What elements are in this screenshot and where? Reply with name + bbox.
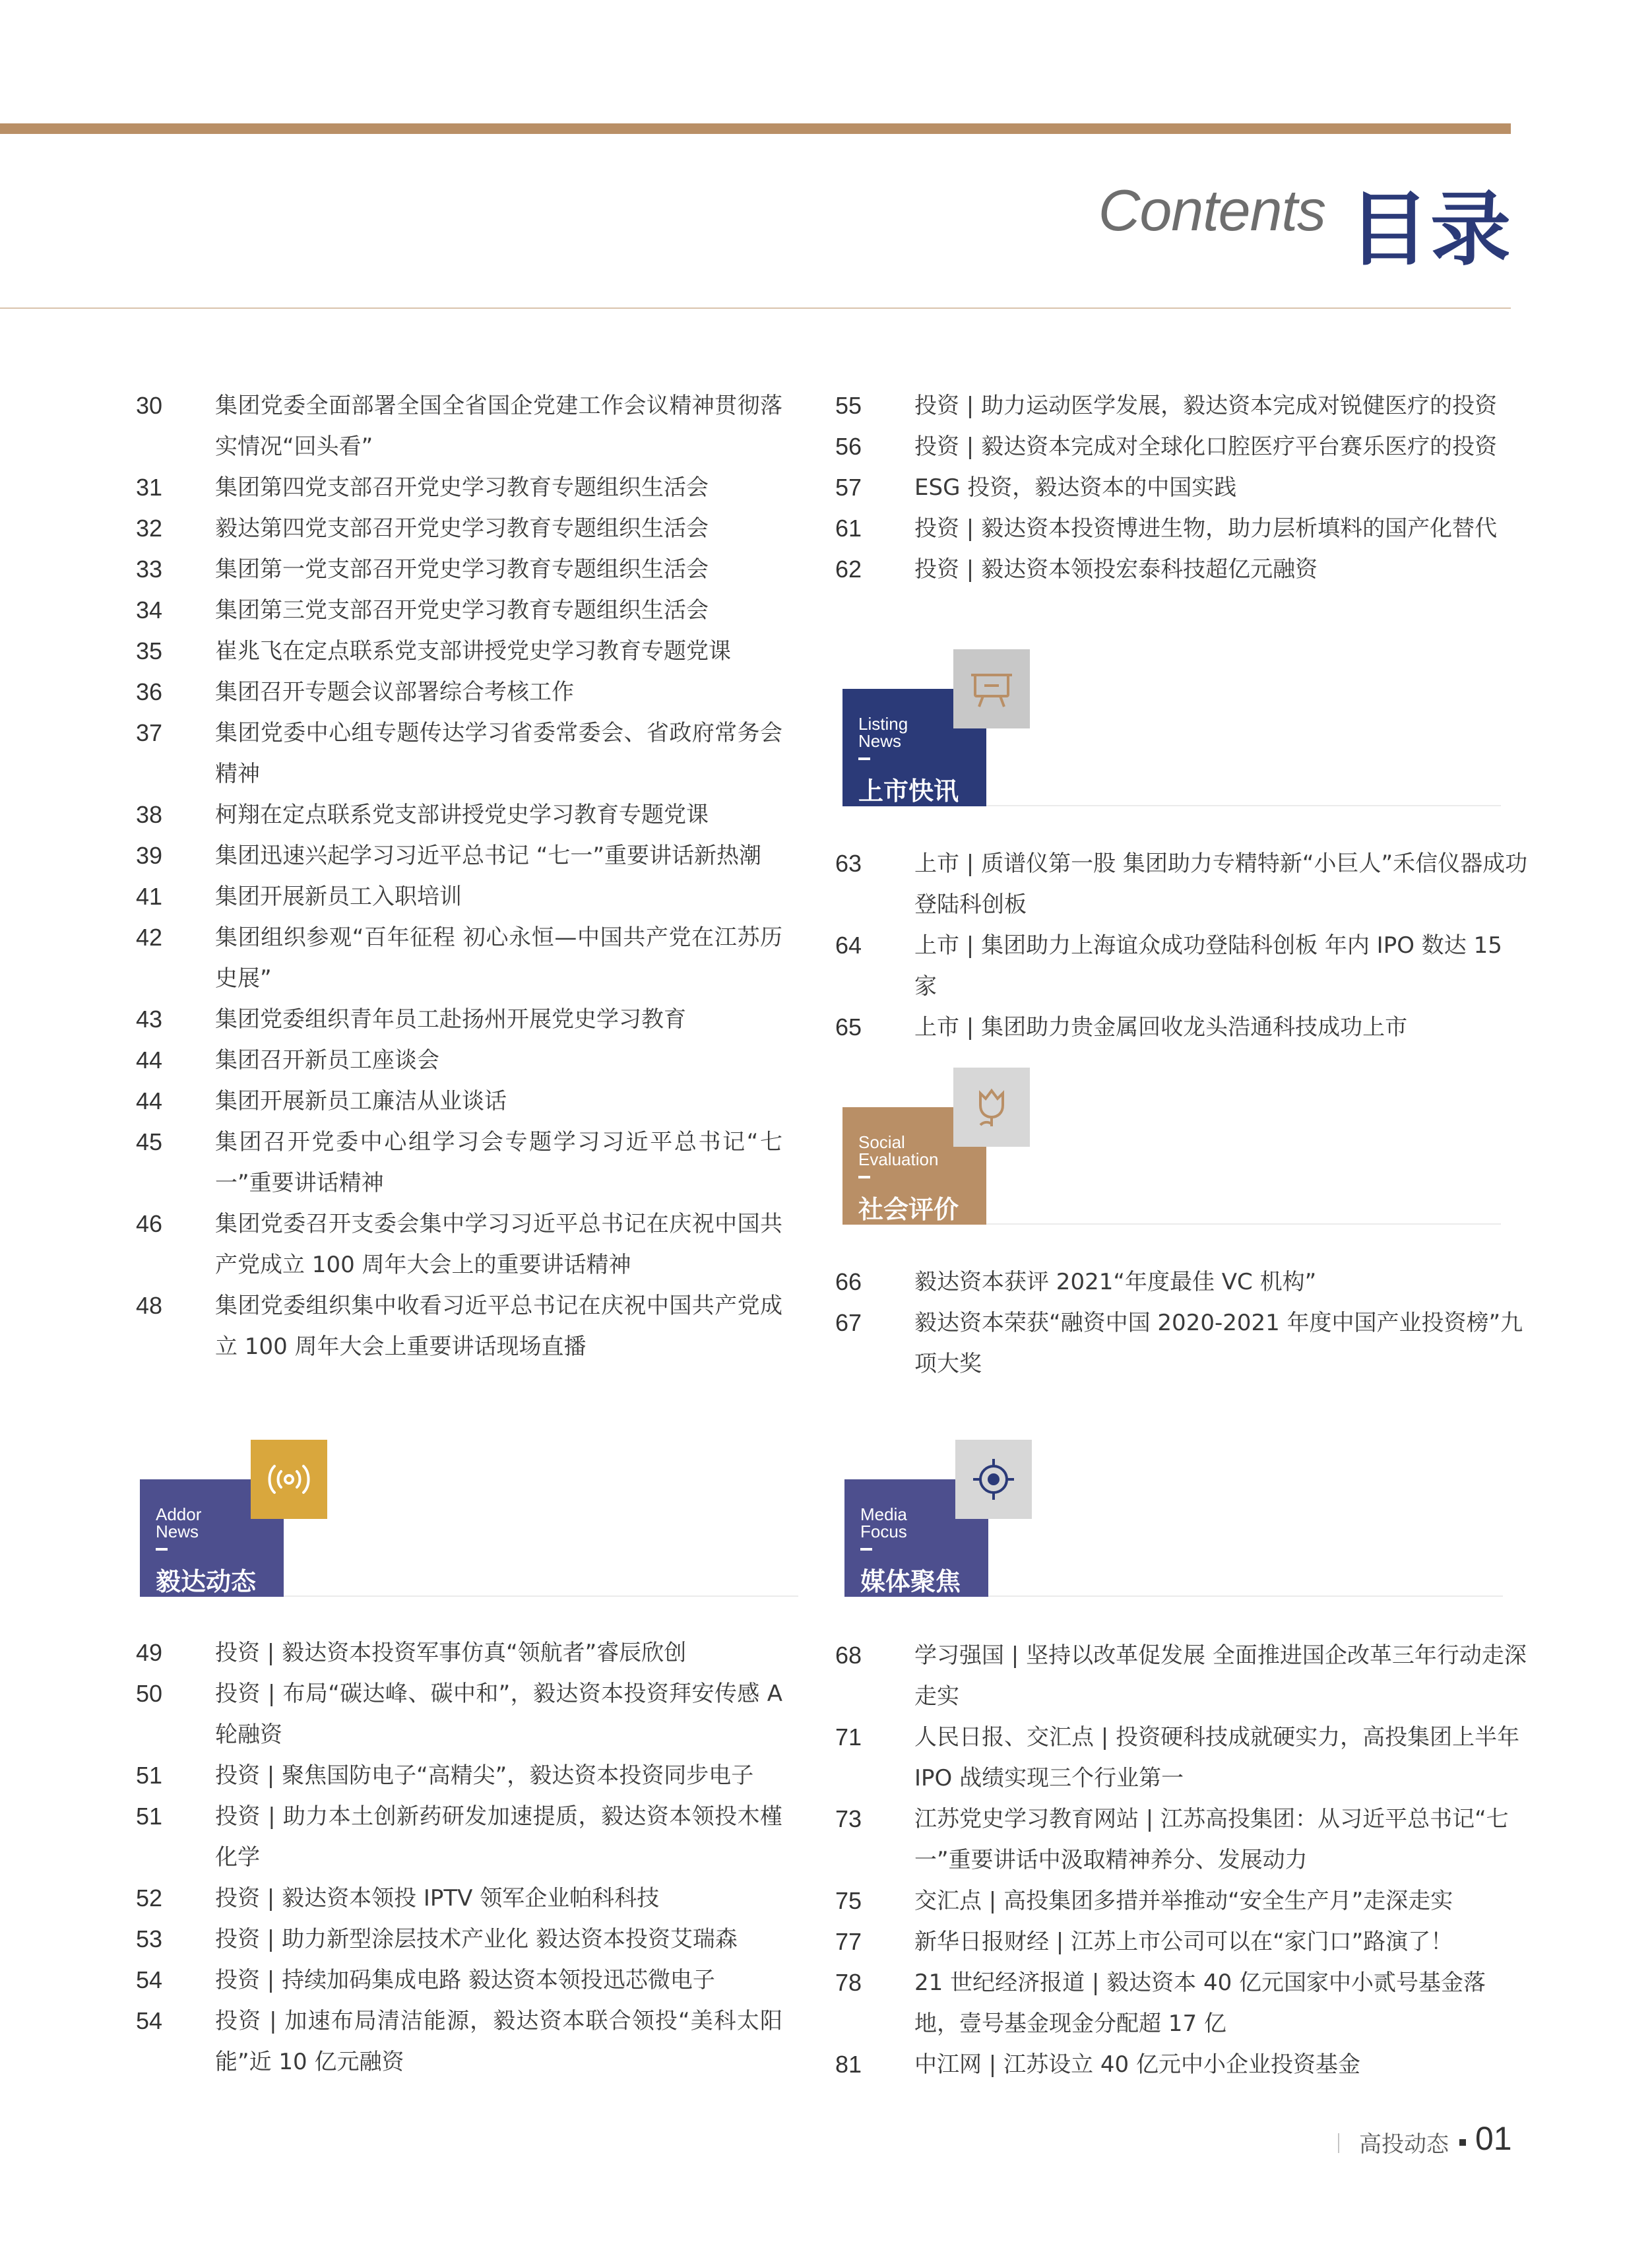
toc-entry[interactable] [136, 1081, 782, 1122]
toc-entry[interactable] [835, 1635, 1528, 1717]
toc-title: 投资 | 毅达资本投资博进生物，助力层析填料的国产化替代 [914, 515, 1498, 542]
toc-entry[interactable] [835, 549, 1528, 590]
toc-page-number: 39 [136, 842, 163, 869]
toc-entry[interactable] [835, 385, 1528, 426]
toc-entry[interactable] [136, 1673, 782, 1755]
toc-title: 集团党委组织青年员工赴扬州开展党史学习教育 [215, 1006, 686, 1033]
toc-title: 集团迅速兴起学习习近平总书记 “七一”重要讲话新热潮 [215, 843, 762, 869]
toc-page-number: 30 [136, 392, 163, 419]
toc-entry[interactable] [136, 385, 782, 467]
toc-page-number: 37 [136, 719, 163, 746]
toc-entry[interactable] [136, 549, 782, 590]
toc-title: 集团开展新员工入职培训 [215, 884, 462, 910]
toc-page-number: 81 [835, 2051, 862, 2078]
toc-page-number: 73 [835, 1805, 862, 1832]
toc-page-number: 57 [835, 474, 862, 501]
toc-page-number: 46 [136, 1210, 163, 1237]
toc-page-number: 44 [136, 1087, 163, 1114]
header-divider [0, 307, 1511, 309]
toc-page-number: 36 [136, 678, 163, 705]
section-label-cn: 媒体聚焦 [860, 1567, 961, 1596]
toc-entry[interactable] [136, 999, 782, 1040]
toc-entry[interactable] [835, 1962, 1528, 2044]
top-rule [0, 123, 1511, 134]
toc-entry[interactable] [136, 1960, 782, 2001]
toc-title: 投资 | 毅达资本完成对全球化口腔医疗平台赛乐医疗的投资 [914, 434, 1498, 460]
footer-separator [1338, 2133, 1339, 2153]
toc-page-number: 63 [835, 850, 862, 877]
section-underline [284, 1595, 798, 1597]
toc-entry[interactable] [835, 1921, 1528, 1962]
toc-title: 集团党委组织集中收看习近平总书记在庆祝中国共产党成立 100 周年大会上重要讲话现场直播 [215, 1293, 782, 1360]
section-label-dash [858, 757, 870, 760]
toc-entry[interactable] [136, 1204, 782, 1285]
toc-title: 集团党委召开支委会集中学习习近平总书记在庆祝中国共产党成立 100 周年大会上的重要讲话精神 [215, 1211, 782, 1278]
toc-page-number: 55 [835, 392, 862, 419]
toc-page-number: 51 [136, 1803, 163, 1830]
toc-entry[interactable] [136, 1285, 782, 1367]
toc-page-number: 71 [835, 1723, 862, 1751]
toc-page-number: 66 [835, 1268, 862, 1295]
toc-title: 集团召开新员工座谈会 [215, 1047, 439, 1074]
toc-entry[interactable] [835, 1799, 1528, 1881]
toc-page-number: 54 [136, 2007, 163, 2034]
toc-entry[interactable] [136, 1755, 782, 1796]
section-label-en: Social Evaluation [858, 1132, 939, 1169]
toc-entry[interactable] [136, 794, 782, 835]
section-label-dash [156, 1548, 168, 1551]
footer-dot [1459, 2139, 1466, 2146]
toc-entry[interactable] [136, 672, 782, 713]
page-number: 01 [1475, 2120, 1512, 2157]
toc-entry[interactable] [835, 1881, 1528, 1921]
toc-page-number: 50 [136, 1680, 163, 1707]
toc-title: 投资 | 毅达资本领投宏泰科技超亿元融资 [914, 556, 1318, 583]
toc-entry[interactable] [136, 2001, 782, 2082]
toc-title: 投资 | 助力新型涂层技术产业化 毅达资本投资艾瑞森 [215, 1926, 738, 1952]
toc-list-party-building [136, 385, 782, 1367]
toc-title: 新华日报财经 | 江苏上市公司可以在“家门口”路演了！ [914, 1929, 1453, 1955]
toc-entry[interactable] [835, 426, 1528, 467]
toc-title: 集团党委中心组专题传达学习省委常委会、省政府常务会精神 [215, 720, 782, 787]
toc-entry[interactable] [136, 590, 782, 631]
section-label-en: Media Focus [860, 1504, 907, 1541]
toc-page-number: 49 [136, 1639, 163, 1666]
section-label-cn: 毅达动态 [156, 1567, 257, 1596]
toc-entry[interactable] [835, 1007, 1528, 1048]
toc-title: 毅达资本获评 2021“年度最佳 VC 机构” [914, 1269, 1317, 1295]
toc-page-number: 33 [136, 556, 163, 583]
section-underline [986, 805, 1501, 806]
toc-page-number: 62 [835, 556, 862, 583]
toc-title: 投资 | 布局“碳达峰、碳中和”，毅达资本投资拜安传感 A 轮融资 [215, 1681, 782, 1748]
toc-title: 投资 | 聚焦国防电子“高精尖”，毅达资本投资同步电子 [215, 1762, 754, 1789]
toc-title: 学习强国 | 坚持以改革促发展 全面推进国企改革三年行动走深走实 [914, 1642, 1527, 1710]
toc-page-number: 52 [136, 1884, 163, 1912]
toc-entry[interactable] [136, 1878, 782, 1919]
toc-page-number: 56 [835, 433, 862, 460]
toc-page-number: 68 [835, 1642, 862, 1669]
toc-entry[interactable] [835, 1262, 1528, 1303]
toc-list-addor-news [136, 1632, 782, 2082]
toc-title: 毅达资本荣获“融资中国 2020-2021 年度中国产业投资榜”九项大奖 [914, 1310, 1523, 1377]
toc-title: 21 世纪经济报道 | 毅达资本 40 亿元国家中小贰号基金落地，壹号基金现金分配超 17 亿 [914, 1970, 1486, 2037]
toc-entry[interactable] [835, 925, 1528, 1007]
toc-title: 崔兆飞在定点联系党支部讲授党史学习教育专题党课 [215, 638, 731, 664]
toc-entry[interactable] [136, 713, 782, 794]
contents-heading-en: Contents [1098, 177, 1325, 243]
toc-title: 集团召开党委中心组学习会专题学习习近平总书记“七一”重要讲话精神 [215, 1129, 782, 1196]
toc-page-number: 38 [136, 801, 163, 828]
toc-page-number: 75 [835, 1887, 862, 1914]
toc-page-number: 35 [136, 637, 163, 664]
section-label-dash [858, 1176, 870, 1178]
section-label-cn: 社会评价 [858, 1195, 959, 1224]
toc-list-media-focus [835, 1635, 1528, 2085]
section-underline [986, 1223, 1501, 1225]
toc-title: 柯翔在定点联系党支部讲授党史学习教育专题党课 [215, 802, 709, 828]
toc-entry[interactable] [136, 631, 782, 672]
toc-page-number: 34 [136, 596, 163, 624]
toc-page-number: 42 [136, 924, 163, 951]
toc-title: 集团第一党支部召开党史学习教育专题组织生活会 [215, 556, 709, 583]
toc-entry[interactable] [136, 1919, 782, 1960]
toc-title: 中江网 | 江苏设立 40 亿元中小企业投资基金 [914, 2051, 1360, 2078]
toc-page-number: 41 [136, 883, 163, 910]
toc-title: 上市 | 集团助力贵金属回收龙头浩通科技成功上市 [914, 1014, 1408, 1041]
toc-page-number: 31 [136, 474, 163, 501]
toc-page-number: 45 [136, 1128, 163, 1155]
toc-title: 人民日报、交汇点 | 投资硬科技成就硬实力，高投集团上半年 IPO 战绩实现三个行业第一 [914, 1724, 1520, 1791]
section-underline [988, 1595, 1503, 1597]
toc-title: 集团组织参观“百年征程 初心永恒—中国共产党在江苏历史展” [215, 924, 782, 992]
toc-list-listing-news [835, 843, 1528, 1048]
section-label-cn: 上市快讯 [858, 777, 959, 806]
toc-title: 投资 | 毅达资本投资军事仿真“领航者”睿辰欣创 [215, 1640, 687, 1666]
presentation-board-icon [953, 649, 1030, 728]
contents-heading-cn: 目录 [1349, 183, 1512, 276]
toc-page-number: 77 [835, 1928, 862, 1955]
toc-title: 投资 | 助力运动医学发展，毅达资本完成对锐健医疗的投资 [914, 393, 1498, 419]
toc-entry[interactable] [136, 1632, 782, 1673]
toc-entry[interactable] [136, 1122, 782, 1204]
broadcast-icon [251, 1440, 327, 1519]
toc-title: ESG 投资，毅达资本的中国实践 [914, 474, 1237, 501]
section-label-en: Listing News [858, 714, 908, 751]
toc-title: 集团党委全面部署全国全省国企党建工作会议精神贯彻落实情况“回头看” [215, 393, 782, 460]
toc-entry[interactable] [835, 467, 1528, 508]
toc-title: 投资 | 助力本土创新药研发加速提质，毅达资本领投木槿化学 [215, 1803, 782, 1871]
section-label-en: Addor News [156, 1504, 202, 1541]
toc-entry[interactable] [835, 2044, 1528, 2085]
toc-entry[interactable] [835, 843, 1528, 925]
toc-page-number: 51 [136, 1762, 163, 1789]
toc-title: 投资 | 加速布局清洁能源，毅达资本联合领投“美科太阳能”近 10 亿元融资 [215, 2008, 782, 2075]
toc-entry[interactable] [835, 1303, 1528, 1384]
toc-entry[interactable] [136, 917, 782, 999]
toc-title: 集团开展新员工廉洁从业谈话 [215, 1088, 507, 1114]
toc-page-number: 48 [136, 1292, 163, 1319]
toc-title: 上市 | 集团助力上海谊众成功登陆科创板 年内 IPO 数达 15 家 [914, 932, 1502, 1000]
toc-title: 集团第四党支部召开党史学习教育专题组织生活会 [215, 474, 709, 501]
toc-page-number: 64 [835, 932, 862, 959]
toc-title: 毅达第四党支部召开党史学习教育专题组织生活会 [215, 515, 709, 542]
toc-title: 集团召开专题会议部署综合考核工作 [215, 679, 574, 705]
toc-title: 投资 | 毅达资本领投 IPTV 领军企业帕科科技 [215, 1885, 660, 1912]
toc-entry[interactable] [136, 835, 782, 876]
toc-entry[interactable] [835, 508, 1528, 549]
toc-title: 交汇点 | 高投集团多措并举推动“安全生产月”走深走实 [914, 1888, 1453, 1914]
toc-page-number: 61 [835, 515, 862, 542]
footer-label: 高投动态 [1359, 2131, 1449, 2158]
toc-page-number: 67 [835, 1309, 862, 1336]
toc-title: 上市 | 质谱仪第一股 集团助力专精特新“小巨人”禾信仪器成功登陆科创板 [914, 851, 1528, 918]
toc-entry[interactable] [136, 508, 782, 549]
target-icon [955, 1440, 1032, 1519]
toc-page-number: 54 [136, 1966, 163, 1993]
toc-title: 集团第三党支部召开党史学习教育专题组织生活会 [215, 597, 709, 624]
toc-entry[interactable] [136, 1796, 782, 1878]
toc-page-number: 53 [136, 1925, 163, 1952]
toc-entry[interactable] [136, 1040, 782, 1081]
tulip-icon [953, 1068, 1030, 1147]
toc-list-investment [835, 385, 1528, 590]
toc-entry[interactable] [136, 876, 782, 917]
toc-title: 投资 | 持续加码集成电路 毅达资本领投迅芯微电子 [215, 1967, 715, 1993]
toc-page-number: 65 [835, 1013, 862, 1041]
toc-page-number: 44 [136, 1046, 163, 1074]
toc-page-number: 43 [136, 1006, 163, 1033]
toc-entry[interactable] [136, 467, 782, 508]
section-label-dash [860, 1548, 872, 1551]
toc-page-number: 78 [835, 1969, 862, 1996]
toc-list-social-evaluation [835, 1262, 1528, 1384]
toc-entry[interactable] [835, 1717, 1528, 1799]
toc-title: 江苏党史学习教育网站 | 江苏高投集团：从习近平总书记“七一”重要讲话中汲取精神养分、发展动力 [914, 1806, 1509, 1873]
toc-page-number: 32 [136, 515, 163, 542]
